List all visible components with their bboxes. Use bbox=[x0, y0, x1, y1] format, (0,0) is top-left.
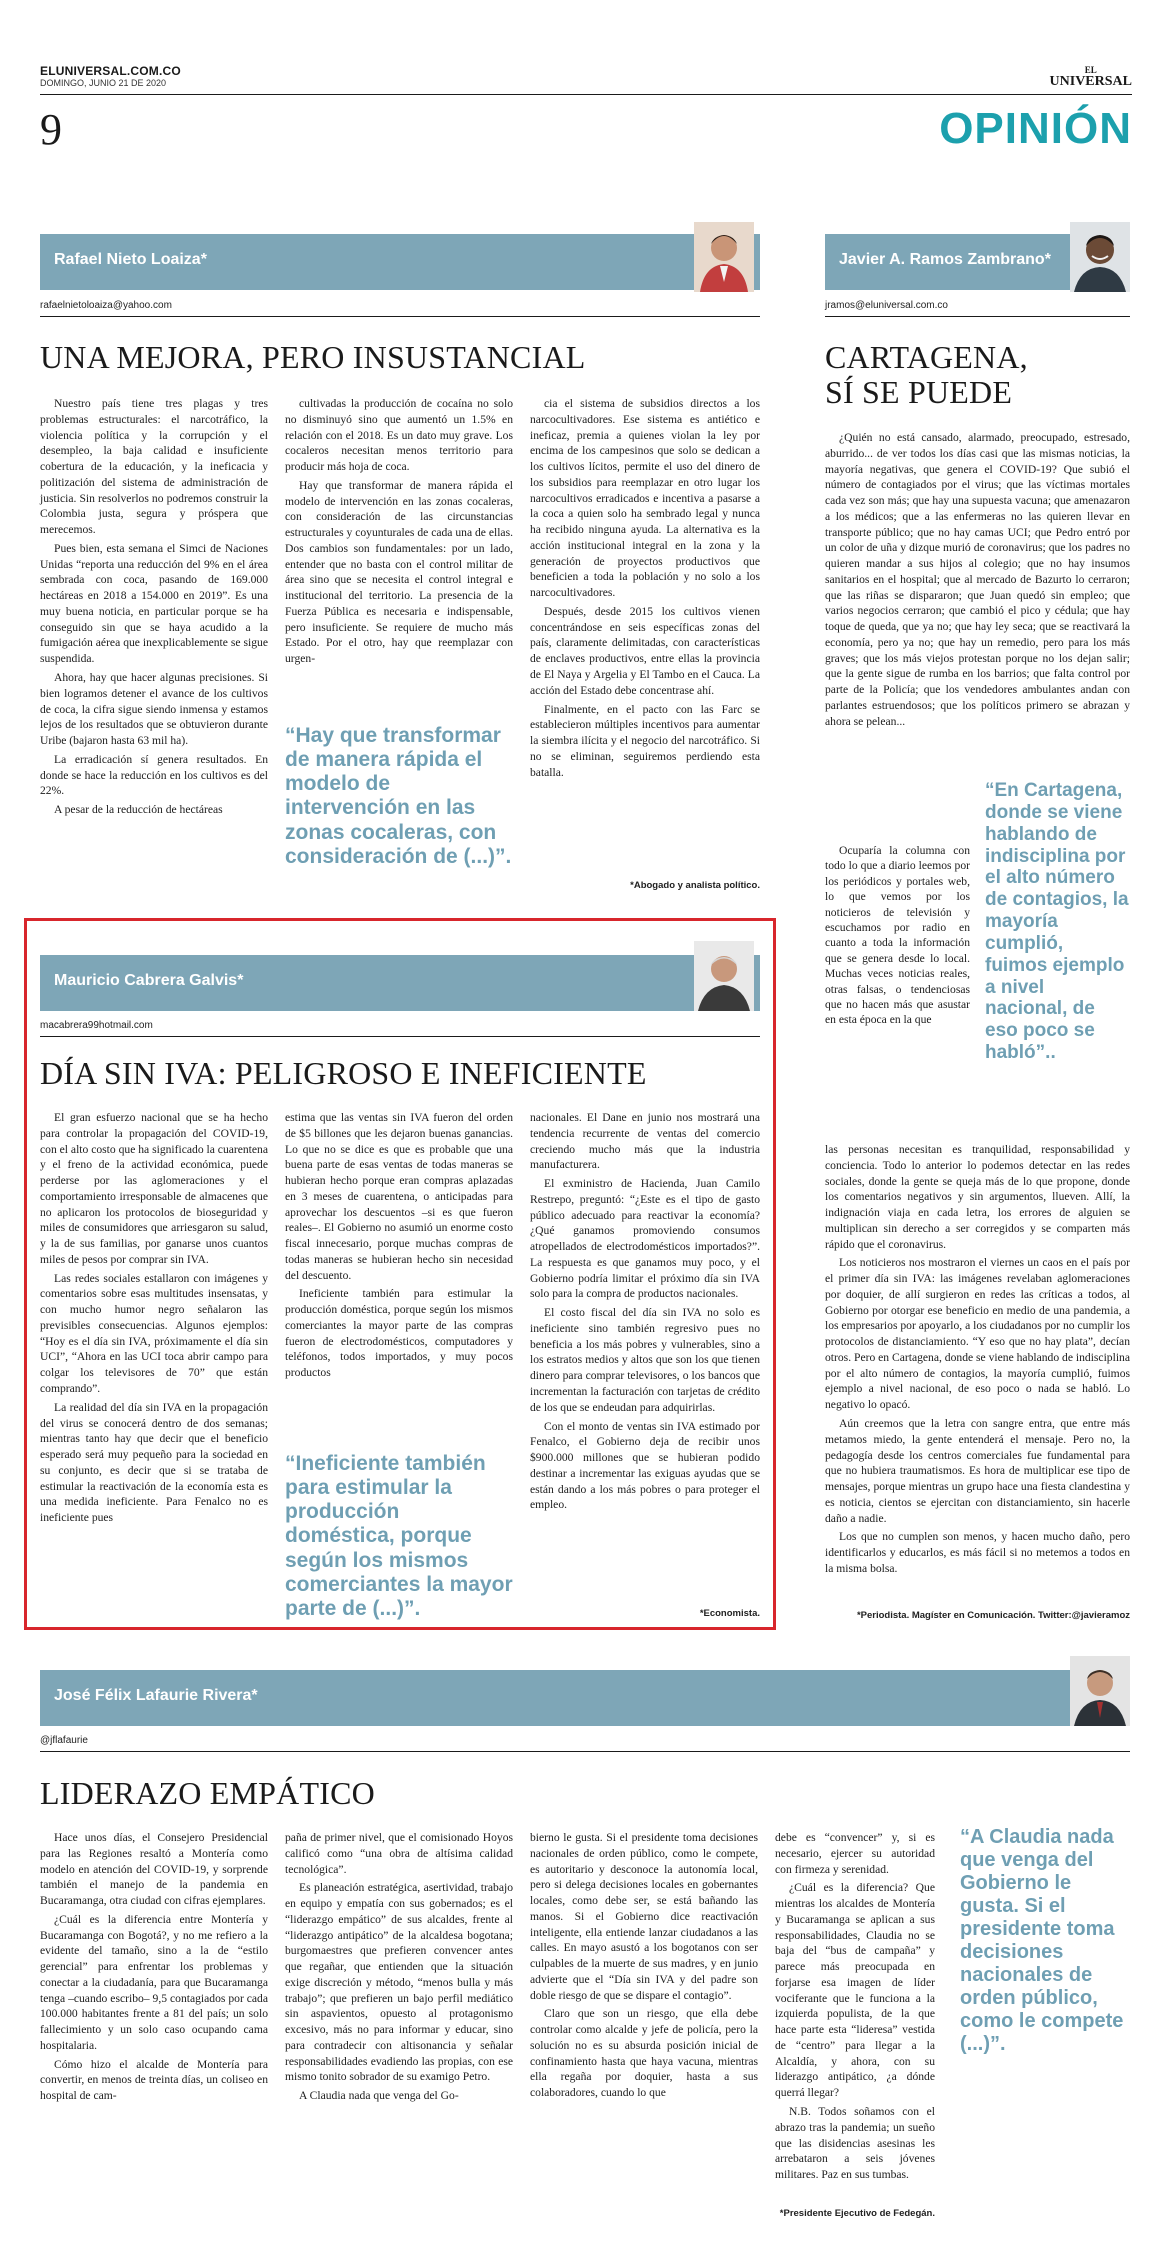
article-column-1 bbox=[40, 1110, 268, 1529]
article-continuation bbox=[825, 1142, 1130, 1580]
paragraph: Es planeación estratégica, asertividad, trabajo en equipo y empatía con sus gobernados; es el “liderazgo empático” de sus alcaldes, frente al “liderazgo antipático” de la alcaldesa bogotana; burgomaestres que prefieren convencer antes que regañar, que entienden que la situación exige discreción y método, “menos bulla y más trabajo”; que prefieren un bajo perfil mediático sin aspavientos, opuesto al protagonismo excesivo, más no para informar y educar, sino para contradecir con altisonancia y señalar responsabilidades evadiendo las propias, con ese mismo tonito sobrador de su examigo Petro. bbox=[285, 1881, 513, 2084]
author-banner-cabrera bbox=[40, 955, 760, 1011]
paragraph: ¿Cuál es la diferencia entre Montería y Bucaramanga con Bogotá?, y no me refiero a la evidente del tamaño, sino a la de “estilo gerencial” para enfrentar los problemas y conectar a la ciudadanía, para que Bucaramanga tenga –cuando escribo– 9,5 contagiados por cada 100.000 habitantes frente a 81 del país; un solo fallecimiento y un solo caso ocupando cama hospitalaria. bbox=[40, 1912, 268, 2052]
paragraph: El gran esfuerzo nacional que se ha hecho para controlar la propagación del COVID-19, con el alto costo que ha significado la cuarentena y el freno de la actividad económica, puede perderse por las aglomeraciones y el comportamiento irresponsable de almacenes que no aplicaron los protocolos de bioseguridad y miles de consumidores que arriesgaron su salud, y la de sus familias, por ganarse unos cuantos miles de pesos por comprar sin IVA. bbox=[40, 1111, 268, 1266]
article-intro bbox=[825, 430, 1130, 733]
pull-quote: “Hay que transformar de manera rápida el modelo de intervención en las zonas cocaleras, con consideración de (...)”. bbox=[285, 724, 512, 868]
paragraph: Ocuparía la columna con todo lo que a diario leemos por los periódicos y portales web, lo que vemos por los noticieros de televisión y escuchamos por radio en cuanto a toda la información que se genera desde lo local. Muchas veces noticias reales, otras falsas, o tendenciosas que no hacen más que asustar en esta época en la que bbox=[825, 844, 970, 1027]
brand-logo-small: EL bbox=[1084, 65, 1097, 75]
paragraph: estima que las ventas sin IVA fueron del orden de $5 billones que les dejaron buenas ganancias. Lo que no se dice es que es probable que una buena parte de esas ventas de todas maneras se hubieran hecho porque eran compras aplazadas en 3 meses de cuarentena, o anticipadas para aprovechar los descuentos –si es que fueron reales–. El Gobierno no asumió un enorme costo fiscal innecesario, porque muchas compras de todas maneras se hubieran hecho sin necesidad del descuento. bbox=[285, 1111, 513, 1282]
paragraph: ¿Quién no está cansado, alarmado, preocupado, estresado, aburrido... de ver todos los días casi que las mismas noticias, la mayoría negativas, que genera el COVID-19? Que subió el número de contagiados por el virus; que las víctimas mortales cada vez son más; que hay una supuesta vacuna; que amenazaron a los médicos; que a las enfermeras no las quieren llevar en transporte público; que no hay camas UCI; que Pedro entró por un color de uña y dizque murió de coronavirus; que los padres no quieren mandar a sus hijos al colegio; que no hay insumos sanitarios en el hospital; que al mercado de Bazurto lo cerraron; que las riñas se dispararon; que Juan quedó sin empleo; que varios negocios cerraron; que cambió el pico y cédula; que hay toque de queda, que ya no; que hay ley seca; que se reactivará la economía, pero ya no; que hay un remedio, pero para los más graves; que los más viejos protestan porque no los dejan salir; que la gente sigue de rumba en los barrios; que falta control por parte de la Policía; que los vendedores ambulantes andan con parlantes estruendosos; que los políticos primero se abrazan y ahora se pelean... bbox=[825, 431, 1130, 728]
page-number: 9 bbox=[40, 105, 62, 154]
author-signature: *Abogado y analista político. bbox=[630, 880, 760, 891]
paragraph: A pesar de la reducción de hectáreas bbox=[54, 803, 223, 817]
paragraph: Claro que son un riesgo, que ella debe controlar como alcalde y jefe de policía, pero la solución no es su absurda posición inicial de confinamiento hasta que haya vacuna, mientras ella regaña por doquier, hasta a sus colaboradores, cuando lo que bbox=[530, 2007, 758, 2100]
paragraph: Las redes sociales estallaron con imágenes y comentarios sobre esas multitudes insensatas, y con mucho humor negro señalaron las previsibles consecuencias. Algunos ejemplos: “Hoy es el día sin IVA, próximamente el día sin UCI”, “Ahora en las UCI toca abrir campo para colgar los televisores de 70” que están comprando”. bbox=[40, 1271, 268, 1396]
article-column-1 bbox=[40, 396, 268, 821]
article-column-1 bbox=[40, 1830, 268, 2107]
paragraph: nacionales. El Dane en junio nos mostrará una tendencia recurrente de ventas del comercio creciendo mucho más que la industria manufacturera. bbox=[530, 1111, 760, 1172]
paragraph: Ahora, hay que hacer algunas precisiones. Si bien logramos detener el avance de los cultivos de coca, la cifra sigue siendo inmensa y estamos lejos de los resultados que se obtuvieron durante Uribe (bajaron hasta 63 mil ha). bbox=[40, 671, 268, 748]
paragraph: Aún creemos que la letra con sangre entra, que entre más metamos miedo, la gente entenderá el mensaje. Pero no, la pedagogía desde los centros comerciales fue fundamental para que no hubiera traumatismos. Es hora de multiplicar ese tipo de mensajes, porque mientras un grupo hace una fiesta clandestina y es noticia, cientos se ejercitan con distanciamiento, sin hacerle daño a nadie. bbox=[825, 1417, 1130, 1525]
author-email: macabrera99hotmail.com bbox=[40, 1020, 153, 1031]
paragraph: Cómo hizo el alcalde de Montería para convertir, en menos de treinta días, un coliseo en hospital de cam- bbox=[40, 2057, 268, 2103]
article-column-3 bbox=[530, 1110, 760, 1516]
author-name: Mauricio Cabrera Galvis* bbox=[54, 972, 244, 989]
author-photo-icon bbox=[694, 222, 754, 292]
paragraph: Los noticieros nos mostraron el viernes un caos en el país por el primer día sin IVA: las imágenes revelaban aglomeraciones por doquier, de allí surgieron en redes las críticas a todos, al Gobierno por otorgar ese beneficio en medio de una pandemia, a los empresarios por apoyarlo, a los ciudadanos por no cumplir los protocolos de distanciamiento. “Y eso que no hay plata”, decían otros. Pero en Cartagena, donde se viene hablando de indisciplina por el alto número de contagios, la mayoría cumplió, fuimos ejemplo a nivel nacional, de eso poco o nada se habló. Lo negativo lo opacó. bbox=[825, 1256, 1130, 1412]
author-signature: *Economista. bbox=[699, 1608, 760, 1619]
paragraph: N.B. Todos soñamos con el abrazo tras la pandemia; un sueño que las disidencias asesinas les arrebataron a seis jóvenes militares. Paz en sus tumbas. bbox=[775, 2105, 935, 2182]
article-narrow-column bbox=[825, 843, 970, 1031]
paragraph: bierno le gusta. Si el presidente toma decisiones nacionales de orden público, como le compete, es autoritario y desconoce la autonomía local, pero si delega decisiones locales en gobernantes locales, como debe ser, se está bañando las manos. Si el Gobierno dice reactivación inteligente, ella entiende lanzar ciudadanos a las calles. En mayo asustó a los bogotanos con ser culpables de la muerte de sus madres, y en junio advierte que el “Día sin IVA y del padre son doble riesgo de que se dispare el contagio”. bbox=[530, 1831, 758, 2002]
paragraph: debe es “convencer” y, si es necesario, ejercer su autoridad con firmeza y serenidad. bbox=[775, 1831, 935, 1876]
paragraph: Los que no cumplen son menos, y hacen mucho daño, pero identificarlos y educarlos, es más fácil si no metemos a todos en la misma bolsa. bbox=[825, 1530, 1130, 1575]
issue-date: DOMINGO, JUNIO 21 DE 2020 bbox=[40, 78, 167, 88]
site-url: ELUNIVERSAL.COM.CO bbox=[40, 64, 181, 78]
brand-logo bbox=[1050, 66, 1132, 88]
divider bbox=[40, 1751, 1130, 1752]
paragraph: cultivadas la producción de cocaína no solo no disminuyó sino que aumentó un 1.5% en relación con el 2018. Es un dato muy grave. Los cocaleros necesitan menos territorio para producir más hoja de coca. bbox=[285, 397, 513, 474]
paragraph: La erradicación sí genera resultados. En donde se hace la reducción en los cultivos es del 22%. bbox=[40, 752, 268, 798]
author-banner-nieto bbox=[40, 234, 760, 290]
author-email: rafaelnietoloaiza@yahoo.com bbox=[40, 300, 172, 311]
author-photo-icon bbox=[1070, 1656, 1130, 1726]
article-column-2 bbox=[285, 1830, 513, 2107]
author-photo-icon bbox=[1070, 222, 1130, 292]
headline-line: CARTAGENA, bbox=[825, 339, 1028, 375]
paragraph: Nuestro país tiene tres plagas y tres problemas estructurales: el narcotráfico, la violencia política y la corrupción y el desempleo, la baja calidad e insuficiente cobertura de la educación, y la ineficacia y politización del sistema de administración de justicia. Sin resolverlos no podremos construir la Colombia justa, segura y próspera que merecemos. bbox=[40, 397, 268, 537]
paragraph: El exministro de Hacienda, Juan Camilo Restrepo, preguntó: “¿Este es el tipo de gasto público adecuado para reactivar la economía? ¿Qué ganamos promoviendo consumos atropellados de electrodomésticos importados?”. La respuesta es que ganamos muy poco, y el Gobierno podría limitar el próximo día sin IVA solo para la compra de productos nacionales. bbox=[530, 1177, 760, 1301]
paragraph: Finalmente, en el pacto con las Farc se establecieron múltiples incentivos para aumentar la siembra ilícita y el negocio del narcotráfico. Si no se eliminan, seguiremos perdiendo esta batalla. bbox=[530, 702, 760, 779]
pull-quote: “A Claudia nada que venga del Gobierno le gusta. Si el presidente toma decisiones nacionales de orden público, como le compete (...)”. bbox=[960, 1826, 1124, 2055]
pull-quote: “Ineficiente también para estimular la producción doméstica, porque según los mismos comerciantes la mayor parte de (...)”. bbox=[285, 1452, 513, 1620]
headline-line: SÍ SE PUEDE bbox=[825, 373, 1013, 410]
paragraph: El costo fiscal del día sin IVA no solo es ineficiente sino también regresivo pues no beneficia a los más pobres y vulnerables, sino a los estratos medios y altos que son los que tienen dinero para comprar televisores, o los bancos que incrementan la facturación con tarjetas de crédito de los que se endeudan para adquirirlas. bbox=[530, 1306, 760, 1414]
article-headline: DÍA SIN IVA: PELIGROSO E INEFICIENTE bbox=[40, 1055, 647, 1091]
paragraph: Hay que transformar de manera rápida el modelo de intervención en las zonas cocaleras, con consideración de las circunstancias estructurales y coyunturales de cada una de ellas. Dos cambios son fundamentales: por un lado, entender que no basta con el control militar de área sino que se necesita el control integral e institucional del territorio. La presencia de la Fuerza Pública es necesaria e indispensable, pero insuficiente. Se requiere de mucho más Estado. Por el otro, hay que reemplazar con urgen- bbox=[285, 478, 513, 666]
author-email: @jflafaurie bbox=[40, 1735, 88, 1746]
pull-quote: “En Cartagena, donde se viene hablando de indisciplina por el alto número de contagios, la mayoría cumplió, fuimos ejemplo a nivel nacional, de eso poco se habló”.. bbox=[985, 780, 1129, 1064]
divider bbox=[825, 316, 1130, 317]
paragraph: Ineficiente también para estimular la producción doméstica, porque según los mismos comerciantes la mayor parte de las compras fueron de electrodomésticos, computadores y teléfonos, todos importados, y muy pocos productos bbox=[285, 1287, 513, 1380]
author-name: Rafael Nieto Loaiza* bbox=[54, 251, 207, 268]
masthead-rule bbox=[40, 94, 1132, 95]
article-column-4 bbox=[775, 1830, 935, 2186]
paragraph: A Claudia nada que venga del Go- bbox=[299, 2089, 459, 2103]
author-photo-icon bbox=[694, 941, 754, 1011]
brand-logo-name: UNIVERSAL bbox=[1049, 73, 1132, 89]
article-column-3 bbox=[530, 396, 760, 783]
author-name: Javier A. Ramos Zambrano* bbox=[839, 251, 1051, 268]
article-column-3 bbox=[530, 1830, 758, 2104]
divider bbox=[40, 1036, 760, 1037]
paragraph: Después, desde 2015 los cultivos vienen concentrándose en seis específicas zonas del país, claramente delimitadas, con características de enclaves productivos, entre ellas la provincia de El Naya y Argelia y El Tambo en el Cauca. La acción del Estado debe concentrase ahí. bbox=[530, 604, 760, 697]
author-signature: *Periodista. Magíster en Comunicación. Twitter:@javieramoz bbox=[856, 1610, 1130, 1621]
author-name: José Félix Lafaurie Rivera* bbox=[54, 1687, 258, 1704]
paragraph: las personas necesitan es tranquilidad, responsabilidad y conciencia. Todo lo anterior lo podemos detectar en las redes sociales, donde la gente se queja más de lo que propone, donde los comentarios negativos y sin argumentos, llueven. Allí, la indignación viaja en cada letra, los errores de alguien se multiplican sin derecho a ser corregidos y se comparten más rápido que el coronavirus. bbox=[825, 1143, 1130, 1251]
author-banner-lafaurie bbox=[40, 1670, 1130, 1726]
paragraph: Hace unos días, el Consejero Presidencial para las Regiones resaltó a Montería como modelo en atención del COVID-19, y sorprende también el manejo de la pandemia en Bucaramanga, otra ciudad con cifras ejemplares. bbox=[40, 1831, 268, 1908]
paragraph: cia el sistema de subsidios directos a los narcocultivadores. Ese sistema es antiético e ineficaz, premia a quienes violan la ley por encima de los campesinos que solo se dedican a los cultivos lícitos, permite el uso del dinero de los subsidios para reemplazar en otro lugar los narcocultivos erradicados e incentiva a pasarse a la coca a quien solo ha sembrado legal y nunca ha recibido ninguna ayuda. La alternativa es la acción institucional integral en la zona y la generación de proyectos productivos que beneficien a toda la población y no solo a los narcocultivadores. bbox=[530, 397, 760, 600]
article-headline: LIDERAZO EMPÁTICO bbox=[40, 1775, 375, 1811]
section-title: OPINIÓN bbox=[939, 104, 1132, 153]
paragraph: ¿Cuál es la diferencia? Que mientras los alcaldes de Montería y Bucaramanga se aplican a sus responsabilidades, Claudia no se baja del “bus de campaña” y parece más preocupada en forjarse esa imagen de líder vociferante que le funciona a la izquierda populista, de la que hace parte esta “lideresa” vestida de “centro” para llegar a la Alcaldía, y ahora, con su liderazgo antipático, ¿a dónde querrá llegar? bbox=[775, 1881, 935, 2100]
paragraph: Con el monto de ventas sin IVA estimado por Fenalco, el Gobierno deja de recibir unos $900.000 millones que se hubieran podido destinar a incrementar las exiguas ayudas que se están dando a los más pobres o para proteger el empleo. bbox=[530, 1419, 760, 1512]
paragraph: paña de primer nivel, que el comisionado Hoyos calificó como “una obra de altísima calidad tecnológica”. bbox=[285, 1831, 513, 1876]
divider bbox=[40, 316, 760, 317]
article-column-2 bbox=[285, 1110, 513, 1384]
article-column-2 bbox=[285, 396, 513, 670]
article-headline: UNA MEJORA, PERO INSUSTANCIAL bbox=[40, 339, 586, 375]
article-headline bbox=[825, 340, 1130, 409]
paragraph: La realidad del día sin IVA en la propagación del virus se conocerá dentro de dos semanas; mientras tanto hay que decir que el beneficio esperado será muy pequeño para la sociedad en su conjunto, es decir que si se trataba de estimular la reactivación de la economía esta es una medida ineficiente. Para Fenalco no es ineficiente pues bbox=[40, 1400, 268, 1525]
author-email: jramos@eluniversal.com.co bbox=[825, 300, 948, 311]
paragraph: Pues bien, esta semana el Simci de Naciones Unidas “reporta una reducción del 9% en el área sembrada con coca, pasando de 169.000 hectáreas en 2018 a 154.000 en 2019”. Es una muy buena noticia, en particular porque se ha conseguido sin que se haya acudido a la fumigación aérea que inexplicablemente se sigue suspendida. bbox=[40, 541, 268, 666]
author-signature: *Presidente Ejecutivo de Fedegán. bbox=[779, 2208, 935, 2219]
